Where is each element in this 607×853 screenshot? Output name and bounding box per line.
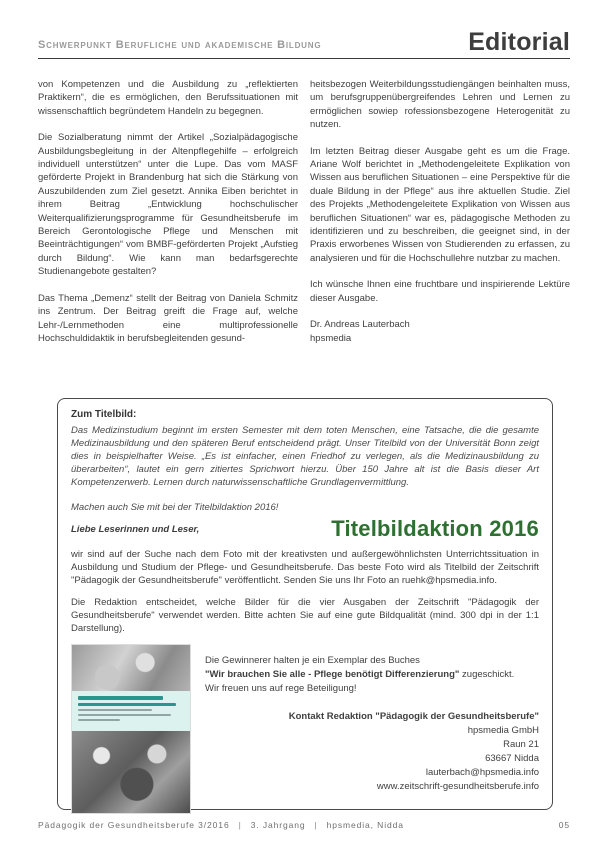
page-header — [38, 30, 570, 59]
book-cover-top-photo — [72, 645, 190, 691]
contact-block — [205, 710, 539, 794]
book-cover-image — [71, 644, 191, 814]
contact-website-link[interactable]: www.zeitschrift-gesundheitsberufe.info — [376, 781, 539, 792]
left-column — [38, 78, 298, 358]
section-kicker: Schwerpunkt Berufliche und akademische Bildung — [38, 39, 322, 51]
book-cover-subtitle-line — [78, 709, 152, 711]
contact-company: hpsmedia GmbH — [467, 725, 539, 736]
salutation: Liebe Leserinnen und Leser, — [71, 523, 200, 535]
page-footer — [38, 820, 570, 830]
signature-organisation: hpsmedia — [310, 332, 352, 344]
paragraph: heitsbezogen Weiterbildungsstudiengängen beinhalten muss, um berufsgruppenübergreifendes Lehren und Lernen zu ermöglichen sowiep rofessionsbezogene Heterogenität zu nutzen. — [310, 79, 570, 131]
paragraph: wir sind auf der Suche nach dem Foto mit der kreativsten und außergewöhnlichsten Unterrichtssituation in Ausbildung und Studium der Pflege- und Gesundheitsberufe. Das beste Foto wird als Titelbild der Zeitschrift "Pädagogik der Gesundheitsberufe" veröffentlicht. Senden Sie uns Ihr Foto an ruehk@hpsmedia.info. — [71, 549, 539, 586]
prize-line-suffix: zugeschickt. — [459, 669, 515, 680]
book-cover-title-area — [72, 691, 190, 731]
paragraph: Die Sozialberatung nimmt der Artikel „Sozialpädagogische Ausbildungsbegleitung in der Altenpflegehilfe – erfolgreich individuell unterstützen“ unter die Lupe. Das vom MASF geförderte Projekt in Brandenburg hat sich die Stärkung von Auszubildenden zum Ziel gesetzt. Annika Eiben berichtet in ihrem Beitrag „Entwicklung hochschulischer Weiterqualifizierungsprogramme für Gesundheitsberufe im Bereich Gerontologische Pflege und Menschen mit Beeinträchtigungen“ vom BMBF-geförderten Projekt „Aufstieg durch Bildung“. Wie kann man bedarfsgerechte Studienangebote gestalten? — [38, 132, 298, 278]
titelbildaktion-box — [57, 398, 553, 810]
page-title: Editorial — [468, 28, 570, 56]
prize-row — [71, 644, 539, 814]
header-divider — [38, 58, 570, 59]
paragraph: Ich wünsche Ihnen eine fruchtbare und inspirierende Lektüre dieser Ausgabe. — [310, 279, 570, 304]
book-title: "Wir brauchen Sie alle - Pflege benötigt Differenzierung" — [205, 669, 460, 680]
prize-line — [205, 668, 539, 681]
footer-separator: | — [314, 820, 318, 830]
campaign-headline: Titelbildaktion 2016 — [331, 516, 539, 541]
call-to-action-text: Machen auch Sie mit bei der Titelbildaktion 2016! — [71, 502, 279, 513]
prize-line: Die Gewinnerer halten je ein Exemplar des Buches — [205, 655, 420, 666]
footer-imprint — [38, 820, 404, 830]
prize-description — [205, 654, 539, 696]
signature-block — [310, 318, 570, 345]
contact-title: Kontakt Redaktion "Pädagogik der Gesundheitsberufe" — [288, 711, 539, 722]
contact-email-link[interactable]: lauterbach@hpsmedia.info — [425, 767, 539, 778]
book-cover-title-line — [78, 703, 176, 707]
prize-line: Wir freuen uns auf rege Beteiligung! — [205, 683, 357, 694]
paragraph: Im letzten Beitrag dieser Ausgabe geht es um die Frage. Ariane Wolf berichtet in „Methodengeleitete Explikation von Wissen aus beruflichen Situationen – eine Perspektive für die duale Bildung in der Pflege“ aus ihre aktuellen Studie. Ziel des Projekts „Methodengeleitete Explikation von Wissen aus beruflichen Situationen“ war es, pädagogische Methoden zu identifizieren und zu beschreiben, die geeignet sind, in der Praxis erworbenes Wissen von Studierenden zu erfassen, zu analysieren und für die Hochschullehre nutzbar zu machen. — [310, 145, 570, 264]
book-cover-title-line — [78, 696, 163, 700]
book-cover-subtitle-line — [78, 719, 120, 721]
signature-name: Dr. Andreas Lauterbach — [310, 319, 410, 331]
footer-journal: Pädagogik der Gesundheitsberufe 3/2016 — [38, 820, 230, 830]
book-cover-bottom-photo — [72, 731, 190, 813]
headline-row — [71, 518, 539, 540]
contact-street: Raun 21 — [503, 739, 539, 750]
book-cover-subtitle-line — [78, 714, 171, 716]
prize-content — [205, 644, 539, 814]
contact-city: 63667 Nidda — [485, 753, 539, 764]
right-column — [310, 78, 570, 358]
box-heading: Zum Titelbild: — [71, 409, 137, 420]
footer-publisher: hpsmedia, Nidda — [326, 820, 404, 830]
page-number: 05 — [558, 820, 570, 830]
footer-volume: 3. Jahrgang — [250, 820, 306, 830]
paragraph: Die Redaktion entscheidet, welche Bilder für die vier Ausgaben der Zeitschrift "Pädagogik der Gesundheitsberufe" verwendet werden. Bitte achten Sie auf eine gute Bildqualität (mind. 300 dpi in der 1:1 Darstellung). — [71, 597, 539, 634]
paragraph: von Kompetenzen und die Ausbildung zu „reflektierten Praktikern“, die es ermöglichen, den Berufssituationen mit wissenschaftlich begründetem Handeln zu begegnen. — [38, 79, 298, 117]
box-intro-text: Das Medizinstudium beginnt im ersten Semester mit dem toten Menschen, eine Tatsache, die die gesamte Medizinausbildung und den späteren Beruf entscheidend prägt. Unser Titelbild von der Universität Bonn zeigt dies in beispielhafter Weise. „Es ist einfacher, einen Friedhof zu verlegen, als die Medizinausbildung zu überarbeiten“, lautet ein gern zitiertes Sprichwort hierzu. Über 150 Jahre alt ist die Basis dieser Art Kompetenzerwerb. Lernen durch naturwissenschaftliche Grundlagenvermittlung. — [71, 425, 539, 488]
paragraph: Das Thema „Demenz“ stellt der Beitrag von Daniela Schmitz ins Zentrum. Der Beitrag greift die Frage auf, welche Lehr-/Lernmethoden eine multiprofessionelle Hochschuldidaktik in berufsbegleitenden gesund- — [38, 292, 298, 344]
editorial-body — [38, 78, 570, 358]
footer-separator: | — [238, 820, 242, 830]
